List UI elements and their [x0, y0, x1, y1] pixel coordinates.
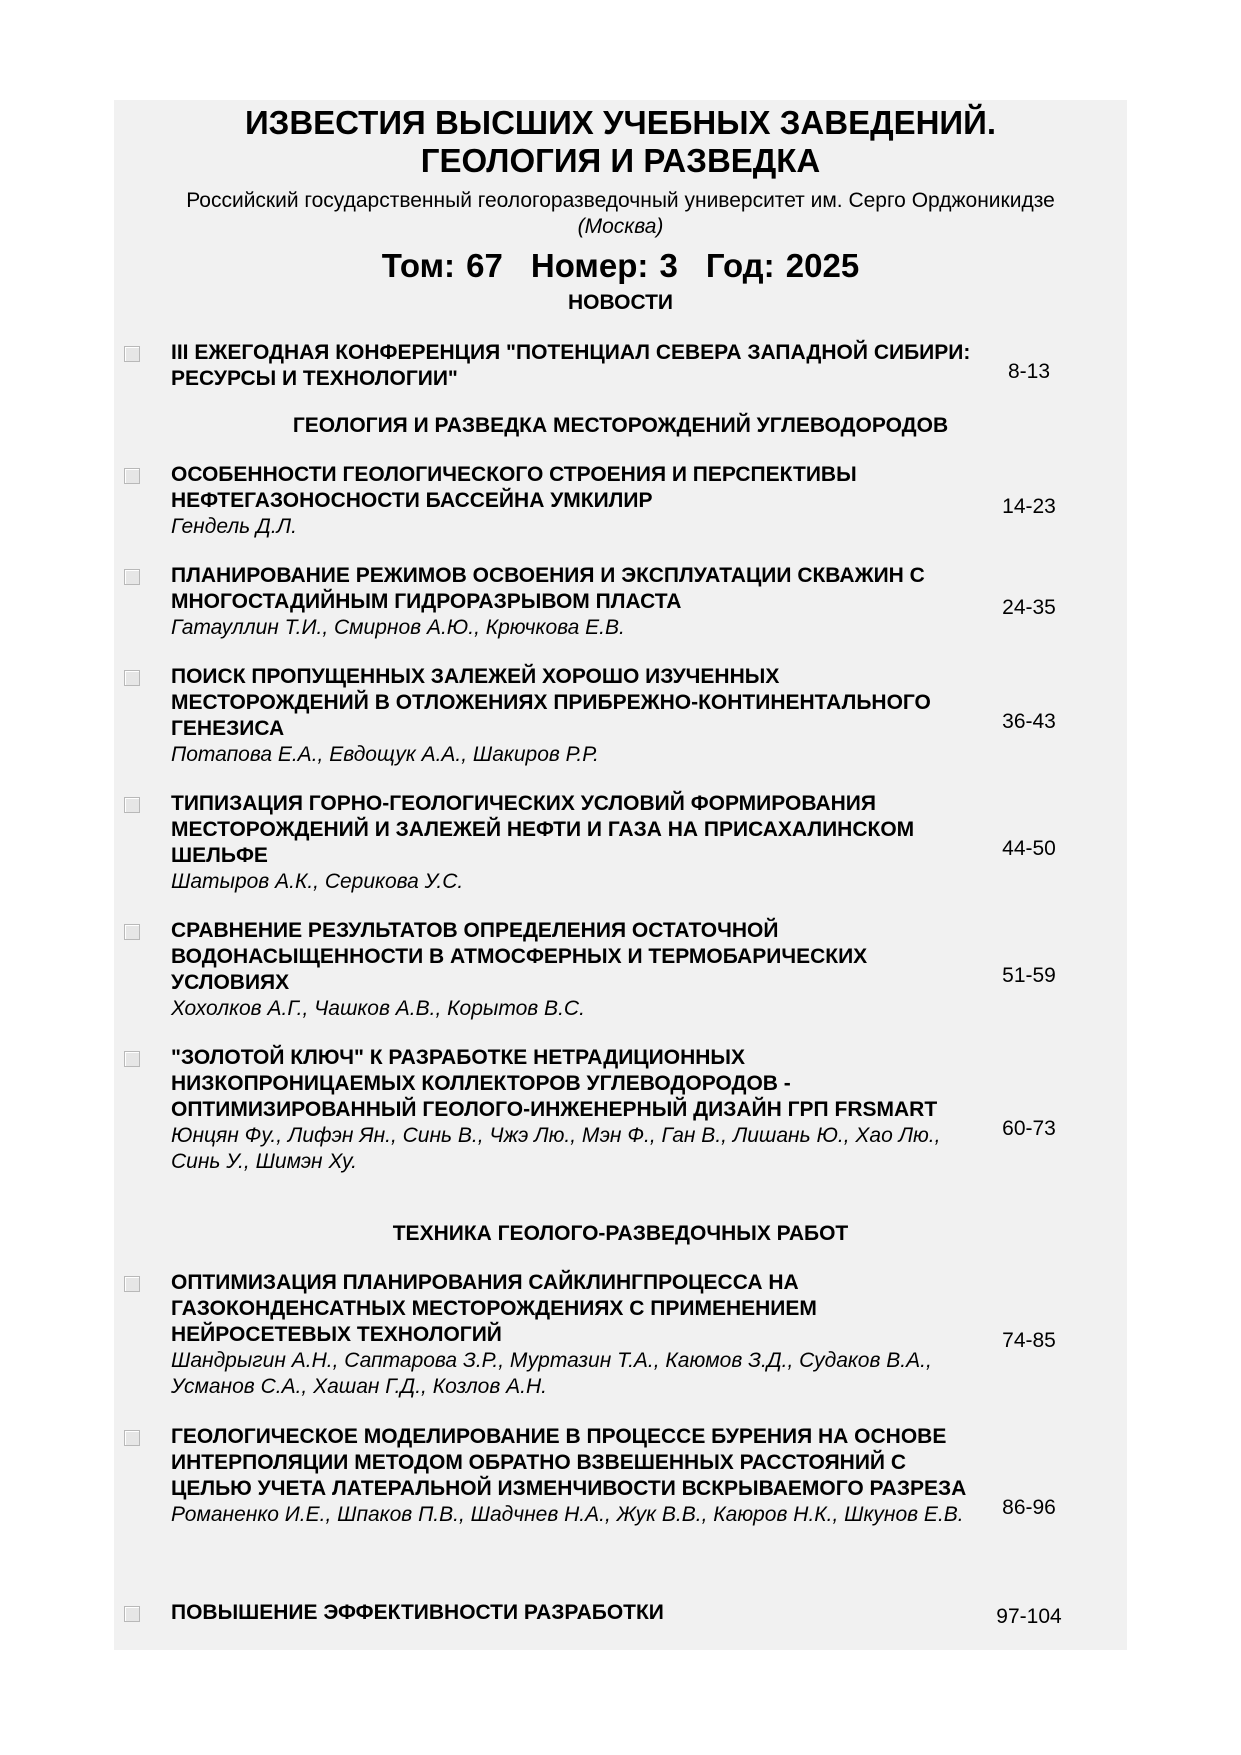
publisher-city: (Москва)	[577, 215, 664, 238]
section-title: НОВОСТИ	[567, 291, 674, 314]
select-checkbox[interactable]	[124, 1606, 140, 1622]
article-pages: 74-85	[1002, 1329, 1056, 1352]
section-title: ГЕОЛОГИЯ И РАЗВЕДКА МЕСТОРОЖДЕНИЙ УГЛЕВОДОРОДОВ	[292, 414, 949, 437]
select-checkbox[interactable]	[124, 346, 140, 362]
publisher: Российский государственный геологоразведочный университет им. Серго Орджоникидзе	[186, 189, 1055, 212]
article-title-link[interactable]: ПОВЫШЕНИЕ ЭФФЕКТИВНОСТИ РАЗРАБОТКИ	[171, 1601, 664, 1624]
article-authors: Потапова Е.А., Евдощук А.А., Шакиров Р.Р.	[171, 743, 599, 766]
article-authors: Гендель Д.Л.	[171, 515, 297, 538]
article-authors: Гатауллин Т.И., Смирнов А.Ю., Крючкова Е.В.	[171, 616, 625, 639]
article-authors: Шандрыгин А.Н., Саптарова З.Р., Муртазин Т.А., Каюмов З.Д., Судаков В.А., Усманов С.А., Хашан Г.Д., Козлов А.Н.	[171, 1349, 932, 1398]
year: Год: 2025	[705, 247, 860, 284]
article-pages: 60-73	[1002, 1117, 1056, 1140]
select-checkbox[interactable]	[124, 1430, 140, 1446]
article-pages: 8-13	[1007, 360, 1051, 383]
select-checkbox[interactable]	[124, 569, 140, 585]
section-title: ТЕХНИКА ГЕОЛОГО-РАЗВЕДОЧНЫХ РАБОТ	[392, 1222, 849, 1245]
select-checkbox[interactable]	[124, 670, 140, 686]
article-title-link[interactable]: ГЕОЛОГИЧЕСКОЕ МОДЕЛИРОВАНИЕ В ПРОЦЕССЕ БУРЕНИЯ НА ОСНОВЕ ИНТЕРПОЛЯЦИИ МЕТОДОМ ОБРАТНО ВЗВЕШЕННЫХ РАССТОЯНИЙ С ЦЕЛЬЮ УЧЕТА ЛАТЕРАЛЬНОЙ ИЗМЕНЧИВОСТИ ВСКРЫВАЕМОГО РАЗРЕЗА	[171, 1425, 967, 1500]
issue-info	[114, 246, 1127, 286]
article-title-link[interactable]: СРАВНЕНИЕ РЕЗУЛЬТАТОВ ОПРЕДЕЛЕНИЯ ОСТАТОЧНОЙ ВОДОНАСЫЩЕННОСТИ В АТМОСФЕРНЫХ И ТЕРМОБАРИЧЕСКИХ УСЛОВИЯХ	[171, 919, 868, 994]
article-authors: Шатыров А.К., Серикова У.С.	[171, 870, 464, 893]
article-pages: 14-23	[1002, 495, 1056, 518]
article-pages: 97-104	[996, 1605, 1062, 1628]
article-authors: Юнцян Фу., Лифэн Ян., Синь В., Чжэ Лю., Мэн Ф., Ган В., Лишань Ю., Хао Лю., Синь У., Шимэн Ху.	[171, 1124, 941, 1173]
article-authors: Романенко И.Е., Шпаков П.В., Шадчнев Н.А., Жук В.В., Каюров Н.К., Шкунов Е.В.	[171, 1503, 964, 1526]
article-authors: Хохолков А.Г., Чашков А.В., Корытов В.С.	[171, 997, 585, 1020]
article-title-link[interactable]: III ЕЖЕГОДНАЯ КОНФЕРЕНЦИЯ "ПОТЕНЦИАЛ СЕВЕРА ЗАПАДНОЙ СИБИРИ: РЕСУРСЫ И ТЕХНОЛОГИИ"	[171, 341, 971, 390]
select-checkbox[interactable]	[124, 924, 140, 940]
article-pages: 86-96	[1002, 1496, 1056, 1519]
article-pages: 44-50	[1002, 837, 1056, 860]
issue-number: Номер: 3	[530, 247, 678, 284]
select-checkbox[interactable]	[124, 797, 140, 813]
article-title-link[interactable]: ТИПИЗАЦИЯ ГОРНО-ГЕОЛОГИЧЕСКИХ УСЛОВИЙ ФОРМИРОВАНИЯ МЕСТОРОЖДЕНИЙ И ЗАЛЕЖЕЙ НЕФТИ И ГАЗА НА ПРИСАХАЛИНСКОМ ШЕЛЬФЕ	[171, 792, 915, 867]
article-title-link[interactable]: ОСОБЕННОСТИ ГЕОЛОГИЧЕСКОГО СТРОЕНИЯ И ПЕРСПЕКТИВЫ НЕФТЕГАЗОНОСНОСТИ БАССЕЙНА УМКИЛИР	[171, 463, 857, 512]
article-pages: 36-43	[1002, 710, 1056, 733]
article-pages: 51-59	[1002, 964, 1056, 987]
article-pages: 24-35	[1002, 596, 1056, 619]
article-title-link[interactable]: ОПТИМИЗАЦИЯ ПЛАНИРОВАНИЯ САЙКЛИНГПРОЦЕССА НА ГАЗОКОНДЕНСАТНЫХ МЕСТОРОЖДЕНИЯХ С ПРИМЕНЕНИЕМ НЕЙРОСЕТЕВЫХ ТЕХНОЛОГИЙ	[171, 1271, 817, 1346]
volume: Том: 67	[381, 247, 503, 284]
article-title-link[interactable]: "ЗОЛОТОЙ КЛЮЧ" К РАЗРАБОТКЕ НЕТРАДИЦИОННЫХ НИЗКОПРОНИЦАЕМЫХ КОЛЛЕКТОРОВ УГЛЕВОДОРОДОВ - ОПТИМИЗИРОВАННЫЙ ГЕОЛОГО-ИНЖЕНЕРНЫЙ ДИЗАЙН ГРП FRSMART	[171, 1046, 938, 1121]
select-checkbox[interactable]	[124, 468, 140, 484]
journal-title: ИЗВЕСТИЯ ВЫСШИХ УЧЕБНЫХ ЗАВЕДЕНИЙ. ГЕОЛОГИЯ И РАЗВЕДКА	[244, 104, 997, 179]
article-title-link[interactable]: ПОИСК ПРОПУЩЕННЫХ ЗАЛЕЖЕЙ ХОРОШО ИЗУЧЕННЫХ МЕСТОРОЖДЕНИЙ В ОТЛОЖЕНИЯХ ПРИБРЕЖНО-КОНТИНЕНТАЛЬНОГО ГЕНЕЗИСА	[171, 665, 931, 740]
article-title-link[interactable]: ПЛАНИРОВАНИЕ РЕЖИМОВ ОСВОЕНИЯ И ЭКСПЛУАТАЦИИ СКВАЖИН С МНОГОСТАДИЙНЫМ ГИДРОРАЗРЫВОМ ПЛАСТА	[171, 564, 925, 613]
select-checkbox[interactable]	[124, 1051, 140, 1067]
journal-header	[114, 100, 1127, 286]
select-checkbox[interactable]	[124, 1276, 140, 1292]
